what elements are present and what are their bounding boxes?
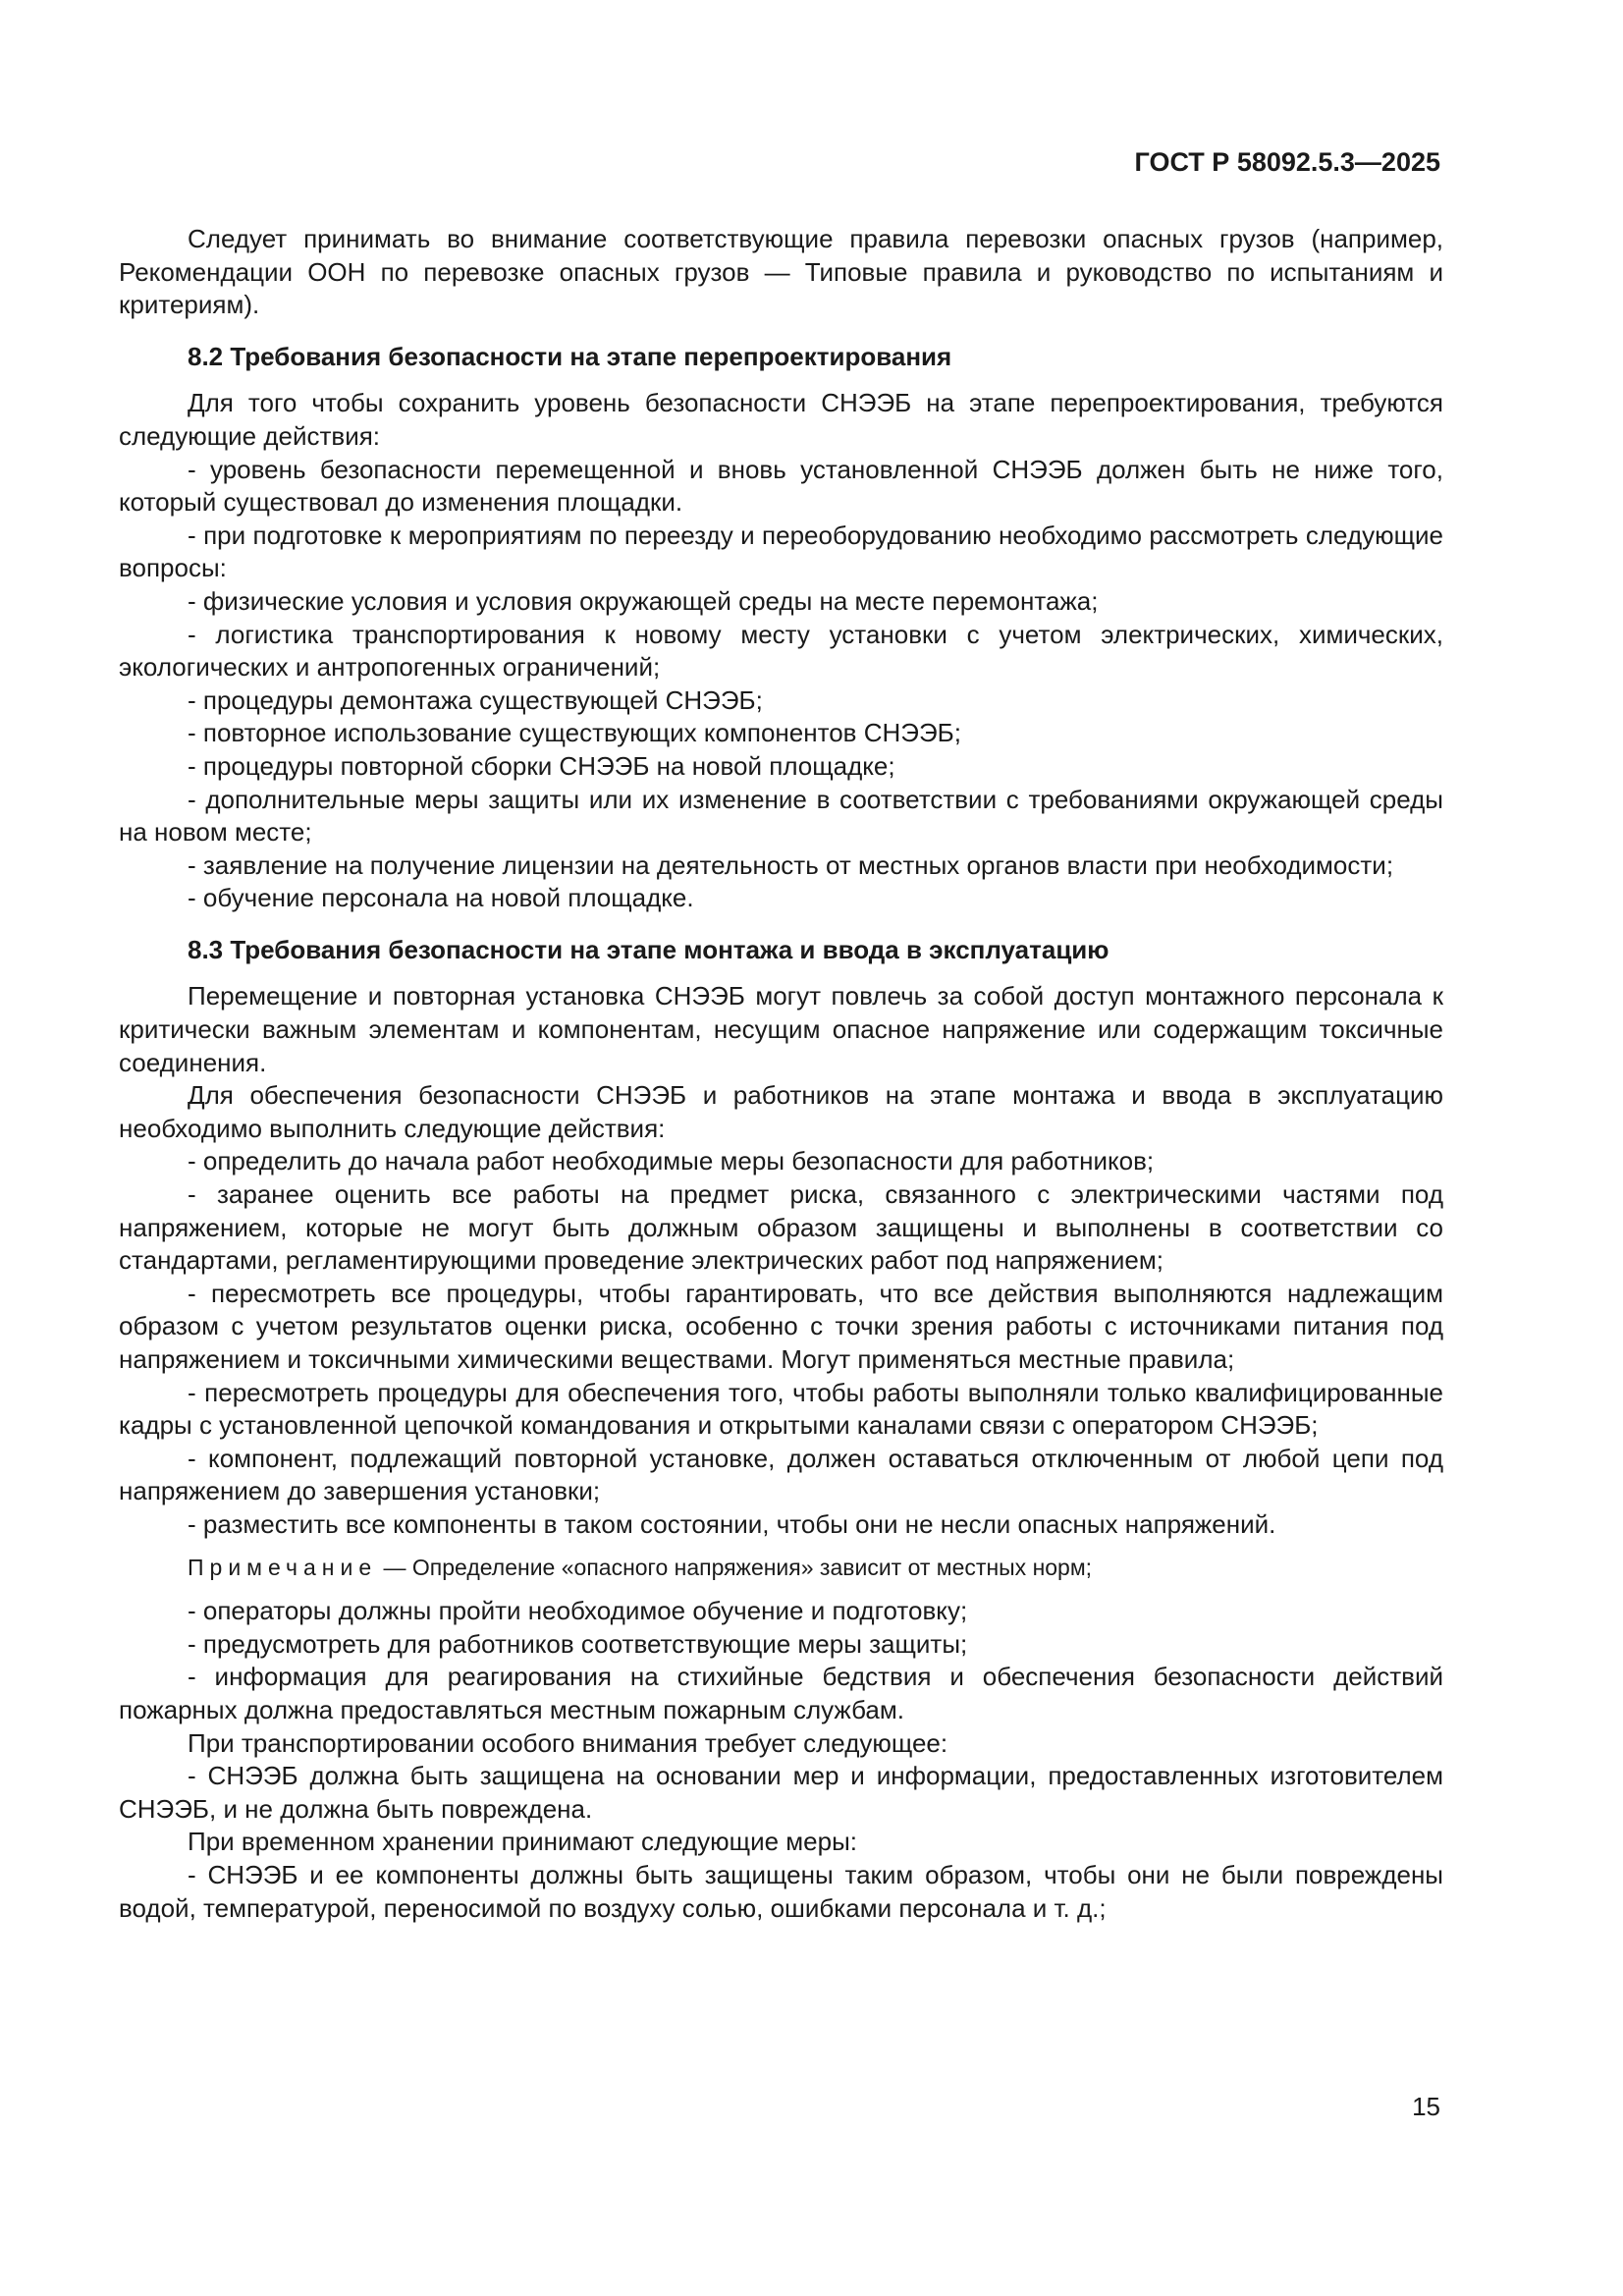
list-item: - разместить все компоненты в таком состоянии, чтобы они не несли опасных напряжений. xyxy=(188,1508,1276,1539)
list-item: - дополнительные меры защиты или их изменение в соответствии с требованиями окружающей среды на новом месте; xyxy=(119,784,1443,847)
list-item: - информация для реагирования на стихийные бедствия и обеспечения безопасности действий пожарных должна предоставляться местным пожарным службам. xyxy=(119,1662,1443,1724)
list-item: - заранее оценить все работы на предмет риска, связанного с электрическими частями под напряжением, которые не могут быть должным образом защищены и выполнены в соответствии со стандартами, регламентирующими проведение электрических работ под напряжением; xyxy=(119,1179,1443,1276)
list-item: - процедуры повторной сборки СНЭЭБ на новой площадке; xyxy=(188,750,895,781)
paragraph: Для обеспечения безопасности СНЭЭБ и работников на этапе монтажа и ввода в эксплуатацию необходимо выполнить следующие действия: xyxy=(119,1080,1443,1143)
list-item: - операторы должны пройти необходимое обучение и подготовку; xyxy=(188,1596,968,1626)
paragraph: При временном хранении принимают следующие меры: xyxy=(188,1827,857,1857)
section-8-3-body xyxy=(119,980,1443,1925)
list-item: - при подготовке к мероприятиям по переезду и переоборудованию необходимо рассмотреть следующие вопросы: xyxy=(119,519,1443,583)
list-item: - СНЭЭБ и ее компоненты должны быть защищены таким образом, чтобы они не были повреждены водой, температурой, переносимой по воздуху солью, ошибками персонала и т. д.; xyxy=(119,1859,1443,1923)
note xyxy=(119,1552,1443,1585)
section-8-2-heading: 8.2 Требования безопасности на этапе перепроектирования xyxy=(188,341,952,371)
paragraph: Перемещение и повторная установка СНЭЭБ могут повлечь за собой доступ монтажного персонала к критически важным элементам и компонентам, несущим опасное напряжение или содержащим токсичные соединения. xyxy=(119,981,1443,1077)
page-number: 15 xyxy=(1412,2092,1440,2121)
section-8-2-body xyxy=(119,387,1443,915)
list-item: - компонент, подлежащий повторной установке, должен оставаться отключенным от любой цепи под напряжением до завершения установки; xyxy=(119,1443,1443,1506)
list-item: - пересмотреть все процедуры, чтобы гарантировать, что все действия выполняются надлежащим образом с учетом результатов оценки риска, особенно с точки зрения работы с источниками питания под напряжением и токсичными химическими веществами. Могут применяться местные правила; xyxy=(119,1278,1443,1374)
list-item: - процедуры демонтажа существующей СНЭЭБ; xyxy=(188,684,763,715)
list-item: - определить до начала работ необходимые меры безопасности для работников; xyxy=(188,1146,1155,1176)
list-item: - СНЭЭБ должна быть защищена на основании мер и информации, предоставленных изготовителем СНЭЭБ, и не должна быть повреждена. xyxy=(119,1761,1443,1824)
list-item: - пересмотреть процедуры для обеспечения того, чтобы работы выполняли только квалифицированные кадры с установленной цепочкой командования и открытыми каналами связи с оператором СНЭЭБ; xyxy=(119,1377,1443,1441)
section-8-3-heading: 8.3 Требования безопасности на этапе монтажа и ввода в эксплуатацию xyxy=(188,934,1109,964)
paragraph: Для того чтобы сохранить уровень безопасности СНЭЭБ на этапе перепроектирования, требуются следующие действия: xyxy=(119,388,1443,451)
list-item: - логистика транспортирования к новому месту установки с учетом электрических, химических, экологических и антропогенных ограничений; xyxy=(119,619,1443,683)
document-code: ГОСТ Р 58092.5.3—2025 xyxy=(1134,147,1440,177)
list-item: - обучение персонала на новой площадке. xyxy=(188,883,694,913)
list-item: - повторное использование существующих компонентов СНЭЭБ; xyxy=(188,718,961,748)
list-item: - предусмотреть для работников соответствующие меры защиты; xyxy=(188,1628,968,1659)
paragraph: При транспортировании особого внимания требует следующее: xyxy=(188,1727,948,1758)
document-body xyxy=(119,223,1443,1925)
list-item: - уровень безопасности перемещенной и вновь установленной СНЭЭБ должен быть не ниже того, который существовал до изменения площадки. xyxy=(119,454,1443,518)
note-text: — Определение «опасного напряжения» зависит от местных норм; xyxy=(377,1554,1093,1580)
intro-paragraph: Следует принимать во внимание соответствующие правила перевозки опасных грузов (например, Рекомендации ООН по перевозке опасных грузов — Типовые правила и руководство по испытаниям и критериям). xyxy=(119,224,1443,320)
list-item: - заявление на получение лицензии на деятельность от местных органов власти при необходимости; xyxy=(188,849,1394,880)
note-label: Примечание xyxy=(188,1554,378,1580)
list-item: - физические условия и условия окружающей среды на месте перемонтажа; xyxy=(188,585,1099,616)
